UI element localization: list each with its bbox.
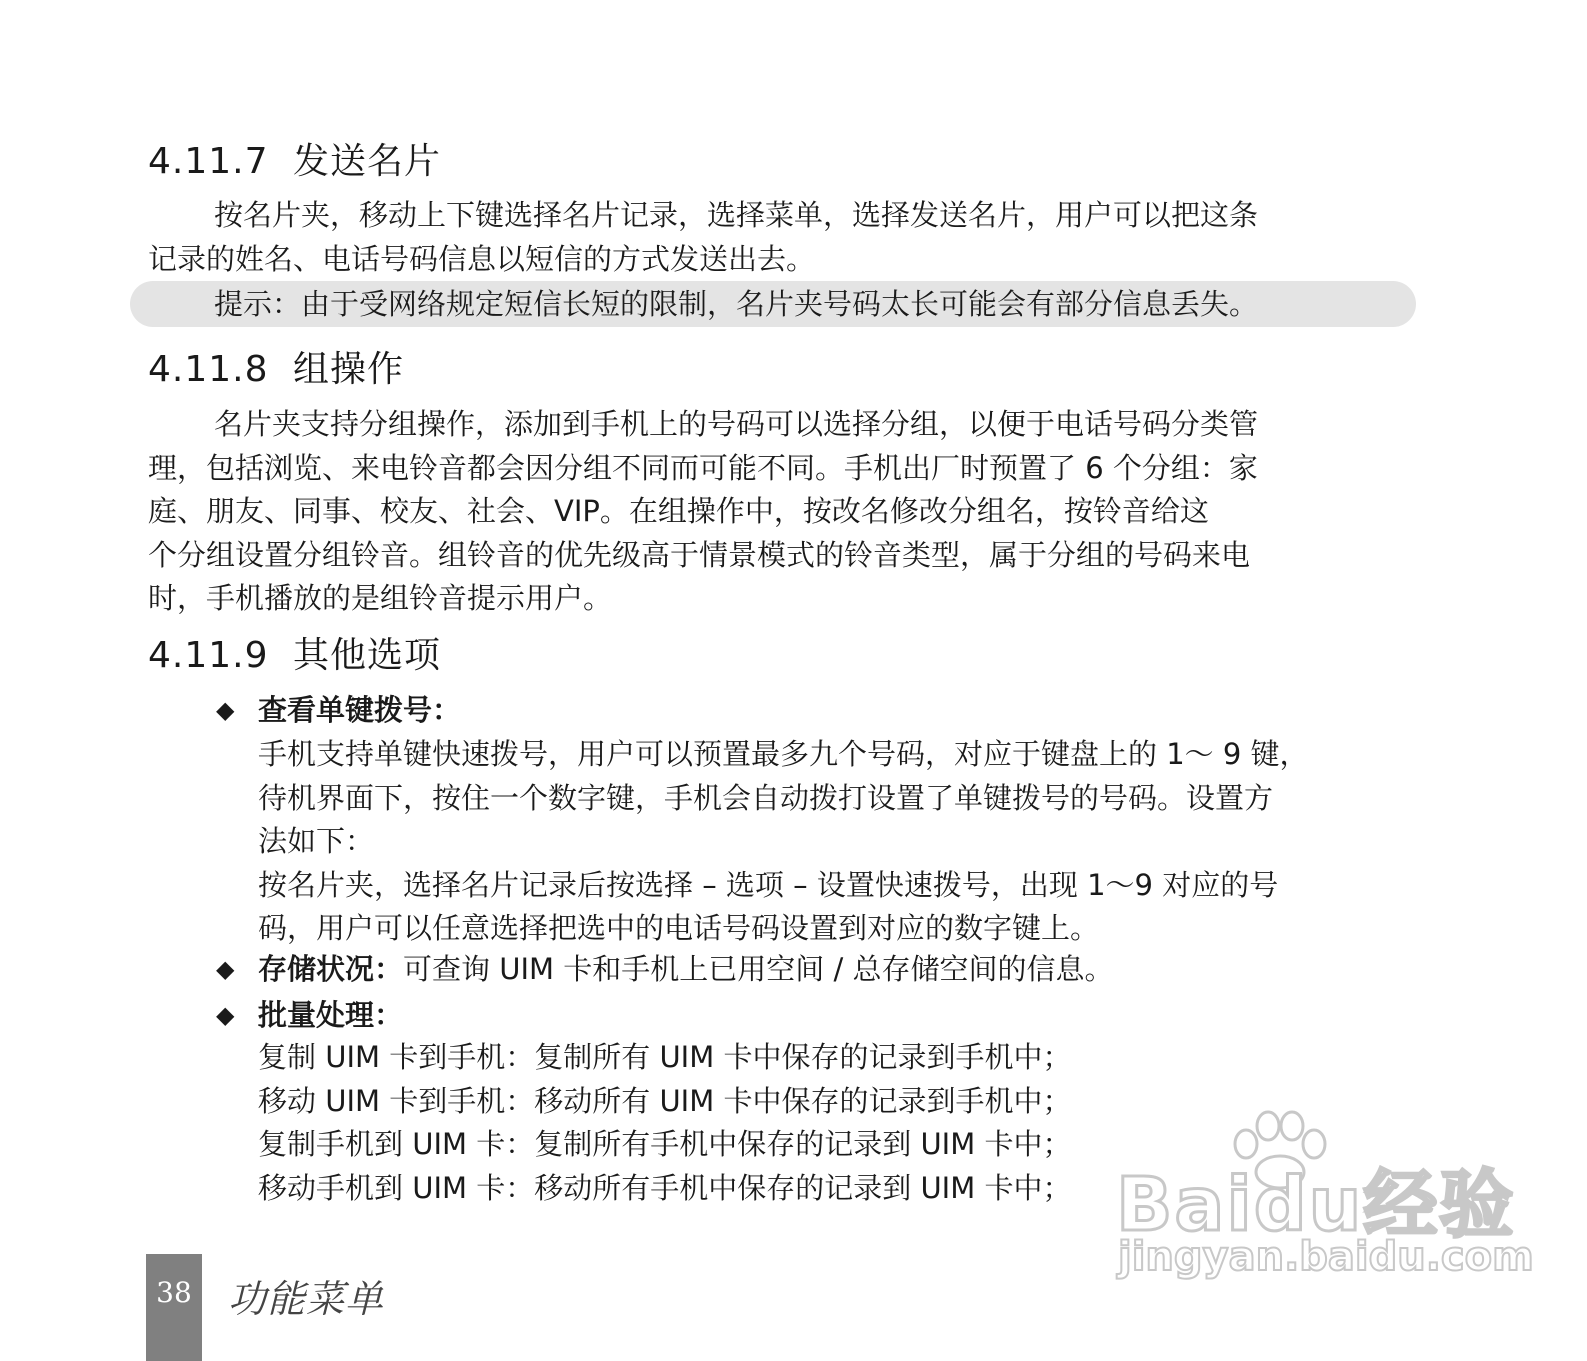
bullet-storage-status — [216, 948, 1113, 991]
bullet-label: 批量处理： — [258, 998, 404, 1032]
list-item: 复制手机到 UIM 卡：复制所有手机中保存的记录到 UIM 卡中； — [258, 1127, 1072, 1161]
paragraph-group-ops — [148, 403, 1408, 621]
watermark-main-text: Baidu经验 — [1116, 1162, 1516, 1248]
diamond-bullet-icon: ◆ — [216, 955, 235, 983]
section-number: 4.11.9 — [148, 635, 269, 676]
bullet-batch-processing — [216, 994, 403, 1037]
baidu-watermark — [1112, 1110, 1534, 1290]
section-title: 其他选项 — [293, 635, 442, 676]
paragraph-line: 名片夹支持分组操作，添加到手机上的号码可以选择分组，以便于电话号码分类管 — [214, 407, 1259, 441]
list-item: 移动 UIM 卡到手机：移动所有 UIM 卡中保存的记录到手机中； — [258, 1083, 1072, 1118]
section-heading-4117 — [148, 140, 441, 184]
paragraph-send-card — [148, 194, 1408, 281]
bullet-label: 存储状况： — [258, 952, 404, 986]
diamond-bullet-icon: ◆ — [216, 696, 235, 724]
section-heading-4118 — [148, 348, 404, 392]
list-item: 移动手机到 UIM 卡：移动所有手机中保存的记录到 UIM 卡中； — [258, 1170, 1072, 1205]
paragraph-line: 庭、朋友、同事、校友、社会、VIP。在组操作中，按改名修改分组名，按铃音给这 — [148, 494, 1209, 528]
section-heading-4119 — [148, 634, 441, 678]
page-number: 38 — [156, 1276, 192, 1309]
paragraph-line: 个分组设置分组铃音。组铃音的优先级高于情景模式的铃音类型，属于分组的号码来电 — [148, 537, 1251, 572]
paragraph-line: 手机支持单键快速拨号，用户可以预置最多九个号码，对应于键盘上的 1～ 9 键， — [258, 737, 1309, 771]
paragraph-line: 待机界面下，按住一个数字键，手机会自动拨打设置了单键拨号的号码。设置方 — [258, 780, 1274, 815]
section-title: 组操作 — [293, 349, 405, 390]
paragraph-line: 码，用户可以任意选择把选中的电话号码设置到对应的数字键上。 — [258, 911, 1100, 945]
section-number: 4.11.7 — [148, 141, 269, 182]
bullet-text: 可查询 UIM 卡和手机上已用空间 / 总存储空间的信息。 — [403, 952, 1114, 986]
paragraph-line: 时，手机播放的是组铃音提示用户。 — [148, 581, 613, 615]
section-number: 4.11.8 — [148, 349, 269, 390]
speed-dial-description — [258, 733, 1309, 951]
paragraph-line: 按名片夹，选择名片记录后按选择 – 选项 – 设置快速拨号，出现 1～9 对应的号 — [258, 867, 1279, 902]
section-title: 发送名片 — [293, 141, 442, 182]
bullet-label: 查看单键拨号： — [258, 693, 462, 727]
batch-processing-list — [258, 1036, 1071, 1210]
paragraph-line: 法如下： — [258, 824, 375, 858]
tip-text: 提示：由于受网络规定短信长短的限制，名片夹号码太长可能会有部分信息丢失。 — [214, 287, 1259, 321]
paragraph-line: 记录的姓名、电话号码信息以短信的方式发送出去。 — [148, 241, 816, 276]
chapter-title: 功能菜单 — [228, 1277, 385, 1321]
paragraph-line: 理，包括浏览、来电铃音都会因分组不同而可能不同。手机出厂时预置了 6 个分组：家 — [148, 450, 1258, 485]
watermark-url: jingyan.baidu.com — [1118, 1234, 1534, 1280]
diamond-bullet-icon: ◆ — [216, 1001, 235, 1029]
paragraph-line: 按名片夹，移动上下键选择名片记录，选择菜单，选择发送名片，用户可以把这条 — [214, 198, 1259, 232]
list-item: 复制 UIM 卡到手机：复制所有 UIM 卡中保存的记录到手机中； — [258, 1040, 1072, 1074]
bullet-speed-dial — [216, 689, 461, 732]
